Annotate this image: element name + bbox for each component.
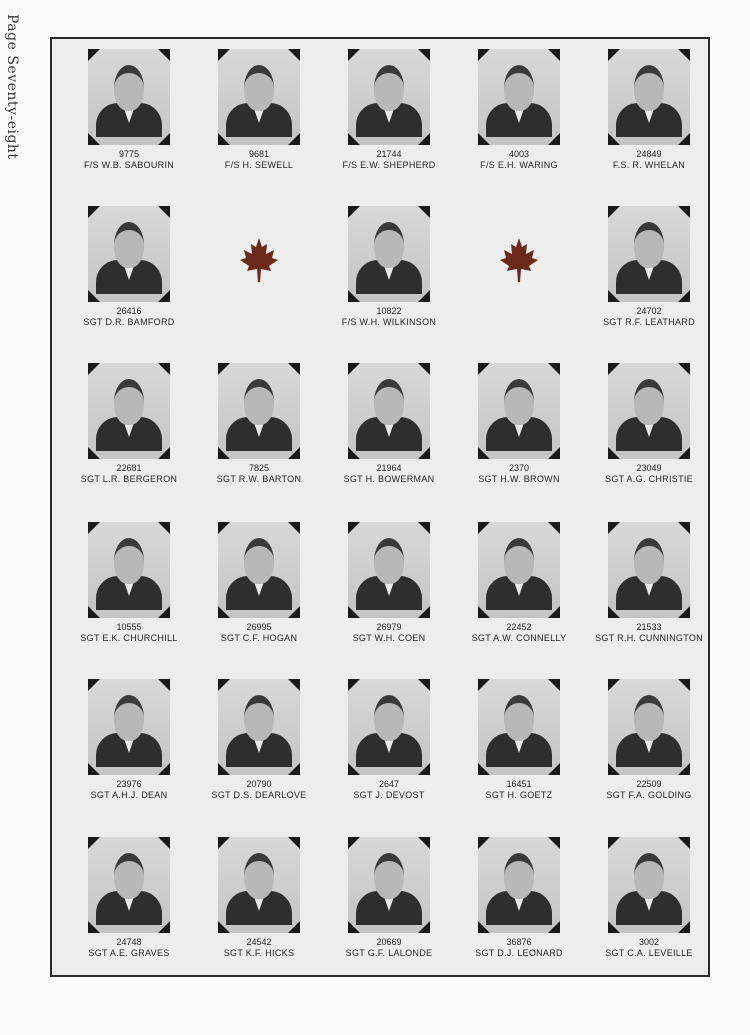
service-number: 16451 bbox=[506, 779, 532, 789]
head-shape bbox=[244, 538, 274, 584]
photo-corner-mount bbox=[678, 679, 690, 691]
photo-corner-mount bbox=[348, 133, 360, 145]
photo-corner-mount bbox=[158, 606, 170, 618]
head-shape bbox=[374, 538, 404, 584]
photo-corner-mount bbox=[218, 447, 230, 459]
head-shape bbox=[504, 538, 534, 584]
photo-corner-mount bbox=[348, 606, 360, 618]
service-number: 23976 bbox=[116, 779, 142, 789]
photo-corner-mount bbox=[88, 447, 100, 459]
photo-corner-mount bbox=[608, 290, 620, 302]
service-number: 22509 bbox=[636, 779, 662, 789]
photo-corner-mount bbox=[608, 606, 620, 618]
head-shape bbox=[114, 379, 144, 425]
photo-corner-mount bbox=[348, 206, 360, 218]
photo-corner-mount bbox=[418, 206, 430, 218]
portrait-photo bbox=[608, 363, 690, 459]
photo-corner-mount bbox=[478, 49, 490, 61]
photo-corner-mount bbox=[158, 49, 170, 61]
photo-corner-mount bbox=[158, 447, 170, 459]
photo-corner-mount bbox=[548, 522, 560, 534]
service-number: 24542 bbox=[246, 937, 272, 947]
maple-leaf-icon bbox=[239, 236, 279, 284]
photo-corner-mount bbox=[418, 49, 430, 61]
photo-corner-mount bbox=[288, 49, 300, 61]
photo-corner-mount bbox=[418, 290, 430, 302]
portrait-photo bbox=[218, 522, 300, 618]
photo-corner-mount bbox=[288, 133, 300, 145]
photo-corner-mount bbox=[418, 447, 430, 459]
portrait-photo bbox=[88, 206, 170, 302]
service-number: 24702 bbox=[636, 306, 662, 316]
photo-corner-mount bbox=[478, 447, 490, 459]
portrait-photo bbox=[608, 206, 690, 302]
photo-corner-mount bbox=[678, 363, 690, 375]
photo-corner-mount bbox=[678, 837, 690, 849]
airman-name: SGT A.G. CHRISTIE bbox=[605, 474, 693, 484]
airman-name: SGT W.H. COEN bbox=[352, 633, 426, 643]
portrait-photo bbox=[608, 522, 690, 618]
photo-corner-mount bbox=[88, 522, 100, 534]
service-number: 24849 bbox=[636, 149, 662, 159]
service-number: 4003 bbox=[508, 149, 530, 159]
photo-corner-mount bbox=[158, 921, 170, 933]
portrait-photo bbox=[218, 363, 300, 459]
airman-name: SGT D.R. BAMFORD bbox=[83, 317, 175, 327]
photo-corner-mount bbox=[678, 49, 690, 61]
photo-corner-mount bbox=[418, 921, 430, 933]
photo-corner-mount bbox=[88, 363, 100, 375]
head-shape bbox=[634, 65, 664, 111]
photo-corner-mount bbox=[348, 679, 360, 691]
service-number: 9681 bbox=[248, 149, 270, 159]
head-shape bbox=[634, 695, 664, 741]
portrait-photo bbox=[348, 837, 430, 933]
head-shape bbox=[374, 379, 404, 425]
photo-corner-mount bbox=[548, 763, 560, 775]
photo-corner-mount bbox=[548, 447, 560, 459]
airman-name: SGT D.J. LEONARD bbox=[475, 948, 563, 958]
airman-name: SGT L.R. BERGERON bbox=[80, 474, 178, 484]
photo-corner-mount bbox=[158, 522, 170, 534]
photo-corner-mount bbox=[288, 837, 300, 849]
photo-corner-mount bbox=[478, 522, 490, 534]
airman-name: SGT R.F. LEATHARD bbox=[603, 317, 695, 327]
photo-corner-mount bbox=[478, 763, 490, 775]
photo-corner-mount bbox=[608, 921, 620, 933]
photo-corner-mount bbox=[348, 290, 360, 302]
photo-corner-mount bbox=[678, 206, 690, 218]
service-number: 26995 bbox=[246, 622, 272, 632]
service-number: 24748 bbox=[116, 937, 142, 947]
head-shape bbox=[114, 695, 144, 741]
photo-corner-mount bbox=[348, 522, 360, 534]
service-number: 10555 bbox=[116, 622, 142, 632]
portrait-photo bbox=[478, 679, 560, 775]
photo-corner-mount bbox=[288, 763, 300, 775]
portrait-photo bbox=[478, 363, 560, 459]
photo-corner-mount bbox=[418, 837, 430, 849]
photo-corner-mount bbox=[348, 837, 360, 849]
photo-corner-mount bbox=[218, 49, 230, 61]
maple-leaf-icon bbox=[499, 236, 539, 284]
portrait-photo bbox=[348, 522, 430, 618]
portrait-photo bbox=[478, 522, 560, 618]
photo-corner-mount bbox=[418, 133, 430, 145]
page-title: Page Seventy-eight bbox=[4, 14, 20, 160]
photo-corner-mount bbox=[158, 363, 170, 375]
photo-corner-mount bbox=[88, 679, 100, 691]
airman-name: SGT G.F. LALONDE bbox=[345, 948, 433, 958]
photo-corner-mount bbox=[158, 206, 170, 218]
service-number: 9775 bbox=[118, 149, 140, 159]
photo-corner-mount bbox=[158, 679, 170, 691]
head-shape bbox=[114, 222, 144, 268]
photo-corner-mount bbox=[548, 133, 560, 145]
airman-name: F/S W.B. SABOURIN bbox=[83, 160, 175, 170]
airman-name: SGT H.W. BROWN bbox=[478, 474, 560, 484]
airman-name: SGT J. DEVOST bbox=[353, 790, 425, 800]
airman-name: SGT A.E. GRAVES bbox=[88, 948, 170, 958]
service-number: 26979 bbox=[376, 622, 402, 632]
portrait-photo bbox=[218, 679, 300, 775]
head-shape bbox=[114, 65, 144, 111]
service-number: 26416 bbox=[116, 306, 142, 316]
airman-name: SGT C.F. HOGAN bbox=[220, 633, 298, 643]
photo-corner-mount bbox=[548, 837, 560, 849]
photo-corner-mount bbox=[218, 363, 230, 375]
service-number: 23049 bbox=[636, 463, 662, 473]
photo-corner-mount bbox=[478, 363, 490, 375]
head-shape bbox=[634, 538, 664, 584]
photo-corner-mount bbox=[608, 133, 620, 145]
photo-corner-mount bbox=[418, 679, 430, 691]
photo-corner-mount bbox=[478, 679, 490, 691]
portrait-photo bbox=[218, 49, 300, 145]
photo-corner-mount bbox=[478, 133, 490, 145]
photo-corner-mount bbox=[88, 206, 100, 218]
photo-corner-mount bbox=[88, 763, 100, 775]
photo-corner-mount bbox=[548, 921, 560, 933]
portrait-photo bbox=[88, 837, 170, 933]
airman-name: SGT R.W. BARTON bbox=[216, 474, 302, 484]
portrait-photo bbox=[348, 206, 430, 302]
airman-name: SGT H. GOETZ bbox=[485, 790, 553, 800]
head-shape bbox=[244, 65, 274, 111]
head-shape bbox=[244, 853, 274, 899]
photo-corner-mount bbox=[678, 921, 690, 933]
photo-corner-mount bbox=[158, 133, 170, 145]
photo-corner-mount bbox=[348, 49, 360, 61]
photo-corner-mount bbox=[478, 921, 490, 933]
photo-corner-mount bbox=[418, 606, 430, 618]
head-shape bbox=[634, 853, 664, 899]
head-shape bbox=[504, 379, 534, 425]
photo-corner-mount bbox=[608, 522, 620, 534]
photo-corner-mount bbox=[288, 522, 300, 534]
portrait-photo bbox=[88, 49, 170, 145]
head-shape bbox=[504, 695, 534, 741]
photo-corner-mount bbox=[548, 606, 560, 618]
service-number: 10822 bbox=[376, 306, 402, 316]
photo-corner-mount bbox=[158, 763, 170, 775]
photo-corner-mount bbox=[288, 606, 300, 618]
portrait-photo bbox=[608, 837, 690, 933]
photo-corner-mount bbox=[608, 763, 620, 775]
photo-corner-mount bbox=[288, 921, 300, 933]
portrait-photo bbox=[478, 49, 560, 145]
photo-corner-mount bbox=[288, 363, 300, 375]
service-number: 22681 bbox=[116, 463, 142, 473]
airman-name: F.S. R. WHELAN bbox=[612, 160, 686, 170]
photo-corner-mount bbox=[88, 133, 100, 145]
airman-name: SGT A.H.J. DEAN bbox=[90, 790, 168, 800]
head-shape bbox=[374, 65, 404, 111]
head-shape bbox=[504, 65, 534, 111]
airman-name: F/S H. SEWELL bbox=[224, 160, 294, 170]
photo-corner-mount bbox=[348, 363, 360, 375]
head-shape bbox=[114, 853, 144, 899]
portrait-photo bbox=[608, 679, 690, 775]
photo-corner-mount bbox=[218, 606, 230, 618]
head-shape bbox=[244, 695, 274, 741]
portrait-photo bbox=[88, 522, 170, 618]
airman-name: SGT H. BOWERMAN bbox=[343, 474, 435, 484]
photo-corner-mount bbox=[548, 49, 560, 61]
portrait-photo bbox=[348, 679, 430, 775]
head-shape bbox=[374, 695, 404, 741]
head-shape bbox=[374, 222, 404, 268]
airman-name: F/S E.H. WARING bbox=[480, 160, 558, 170]
photo-corner-mount bbox=[608, 49, 620, 61]
photo-corner-mount bbox=[608, 363, 620, 375]
portrait-photo bbox=[218, 837, 300, 933]
portrait-photo bbox=[88, 363, 170, 459]
airman-name: SGT C.A. LEVEILLE bbox=[605, 948, 693, 958]
photo-corner-mount bbox=[418, 522, 430, 534]
service-number: 20790 bbox=[246, 779, 272, 789]
photo-corner-mount bbox=[218, 522, 230, 534]
portrait-photo bbox=[348, 49, 430, 145]
service-number: 21533 bbox=[636, 622, 662, 632]
photo-corner-mount bbox=[88, 290, 100, 302]
photo-corner-mount bbox=[158, 837, 170, 849]
photo-corner-mount bbox=[678, 522, 690, 534]
photo-corner-mount bbox=[678, 290, 690, 302]
airman-name: SGT R.H. CUNNINGTON bbox=[595, 633, 703, 643]
airman-name: SGT A.W. CONNELLY bbox=[471, 633, 567, 643]
service-number: 7825 bbox=[248, 463, 270, 473]
head-shape bbox=[244, 379, 274, 425]
head-shape bbox=[504, 853, 534, 899]
photo-corner-mount bbox=[548, 363, 560, 375]
portrait-photo bbox=[88, 679, 170, 775]
photo-corner-mount bbox=[418, 763, 430, 775]
photo-corner-mount bbox=[348, 447, 360, 459]
head-shape bbox=[634, 222, 664, 268]
service-number: 36876 bbox=[506, 937, 532, 947]
photo-corner-mount bbox=[218, 679, 230, 691]
photo-corner-mount bbox=[88, 49, 100, 61]
photo-corner-mount bbox=[678, 133, 690, 145]
photo-corner-mount bbox=[348, 921, 360, 933]
service-number: 21964 bbox=[376, 463, 402, 473]
photo-corner-mount bbox=[608, 447, 620, 459]
photo-plate bbox=[50, 37, 710, 977]
photo-corner-mount bbox=[548, 679, 560, 691]
photo-corner-mount bbox=[608, 837, 620, 849]
service-number: 2647 bbox=[378, 779, 400, 789]
photo-corner-mount bbox=[478, 606, 490, 618]
photo-corner-mount bbox=[88, 606, 100, 618]
service-number: 3002 bbox=[638, 937, 660, 947]
airman-name: F/S E.W. SHEPHERD bbox=[342, 160, 436, 170]
service-number: 2370 bbox=[508, 463, 530, 473]
airman-name: SGT K.F. HICKS bbox=[223, 948, 295, 958]
photo-corner-mount bbox=[288, 447, 300, 459]
photo-corner-mount bbox=[608, 679, 620, 691]
portrait-photo bbox=[608, 49, 690, 145]
head-shape bbox=[634, 379, 664, 425]
airman-name: F/S W.H. WILKINSON bbox=[341, 317, 437, 327]
photo-corner-mount bbox=[218, 921, 230, 933]
photo-corner-mount bbox=[678, 763, 690, 775]
head-shape bbox=[114, 538, 144, 584]
airman-name: SGT D.S. DEARLOVE bbox=[211, 790, 307, 800]
photo-corner-mount bbox=[218, 837, 230, 849]
photo-corner-mount bbox=[158, 290, 170, 302]
photo-corner-mount bbox=[608, 206, 620, 218]
photo-corner-mount bbox=[288, 679, 300, 691]
photo-corner-mount bbox=[88, 837, 100, 849]
service-number: 21744 bbox=[376, 149, 402, 159]
portrait-photo bbox=[478, 837, 560, 933]
photo-corner-mount bbox=[418, 363, 430, 375]
service-number: 22452 bbox=[506, 622, 532, 632]
photo-corner-mount bbox=[218, 133, 230, 145]
portrait-photo bbox=[348, 363, 430, 459]
photo-corner-mount bbox=[678, 447, 690, 459]
photo-corner-mount bbox=[678, 606, 690, 618]
airman-name: SGT F.A. GOLDING bbox=[606, 790, 692, 800]
photo-corner-mount bbox=[88, 921, 100, 933]
service-number: 20669 bbox=[376, 937, 402, 947]
photo-corner-mount bbox=[348, 763, 360, 775]
photo-corner-mount bbox=[218, 763, 230, 775]
head-shape bbox=[374, 853, 404, 899]
photo-corner-mount bbox=[478, 837, 490, 849]
airman-name: SGT E.K. CHURCHILL bbox=[80, 633, 178, 643]
